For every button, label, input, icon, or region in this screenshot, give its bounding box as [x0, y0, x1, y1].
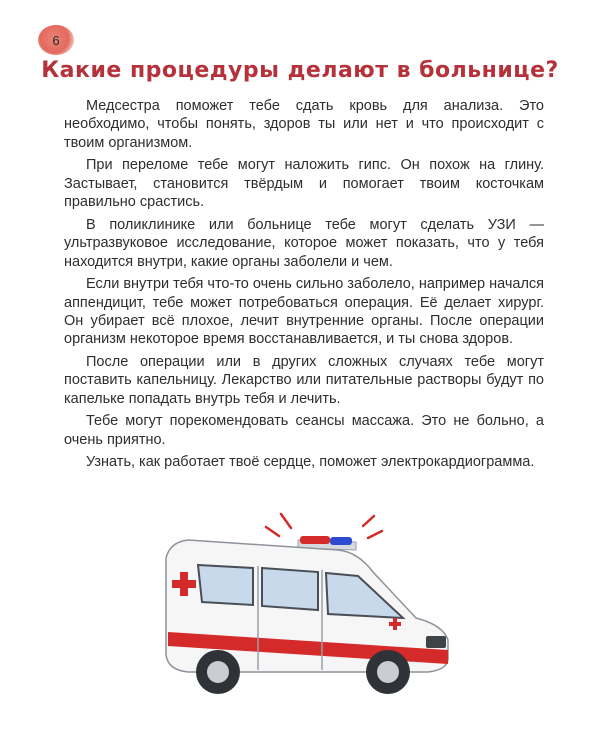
paragraph-ecg: Узнать, как работает твоё сердце, поможет электрокардиограмма.: [86, 454, 535, 471]
siren-rays: [266, 514, 382, 538]
body-text: [64, 97, 544, 476]
paragraph-ultrasound: В поликлинике или больнице тебе могут сделать УЗИ — ультразвуковое исследование, которое может показать, что у тебя находится внутри, какие органы заболели и чем.: [64, 216, 544, 270]
siren-blue-light: [330, 537, 352, 545]
siren-red-light: [300, 536, 330, 544]
page-title: Какие процедуры делают в больнице?: [41, 58, 559, 83]
ambulance-illustration: [158, 510, 458, 700]
side-window-1: [198, 565, 253, 605]
grille: [426, 636, 446, 648]
paragraph-cast: При переломе тебе могут наложить гипс. Он похож на глину. Застывает, становится твёрдым и помогает твоим косточкам правильно срастись.: [64, 157, 544, 211]
paragraph-massage: Тебе могут порекомендовать сеансы массажа. Это не больно, а очень приятно.: [64, 413, 544, 448]
paragraph-blood-test: Медсестра поможет тебе сдать кровь для анализа. Это необходимо, чтобы понять, здоров ты или нет и что происходит с твоим организмом.: [64, 98, 544, 151]
paragraph-iv-drip: После операции или в других сложных случаях тебе могут поставить капельницу. Лекарство или питательные растворы будут по капельке попадать внутрь тебя и лечить.: [64, 354, 544, 407]
side-window-2: [262, 568, 318, 610]
page-number-badge: [38, 25, 74, 55]
paragraph-surgery: Если внутри тебя что-то очень сильно заболело, например начался аппендицит, тебе может потребоваться операция. Её делает хирург. Он убирает всё плохое, лечит внутренние органы. После операции организм некоторое время восстанавливается, и ты снова здоров.: [64, 276, 545, 348]
page-number: 6: [52, 32, 60, 48]
